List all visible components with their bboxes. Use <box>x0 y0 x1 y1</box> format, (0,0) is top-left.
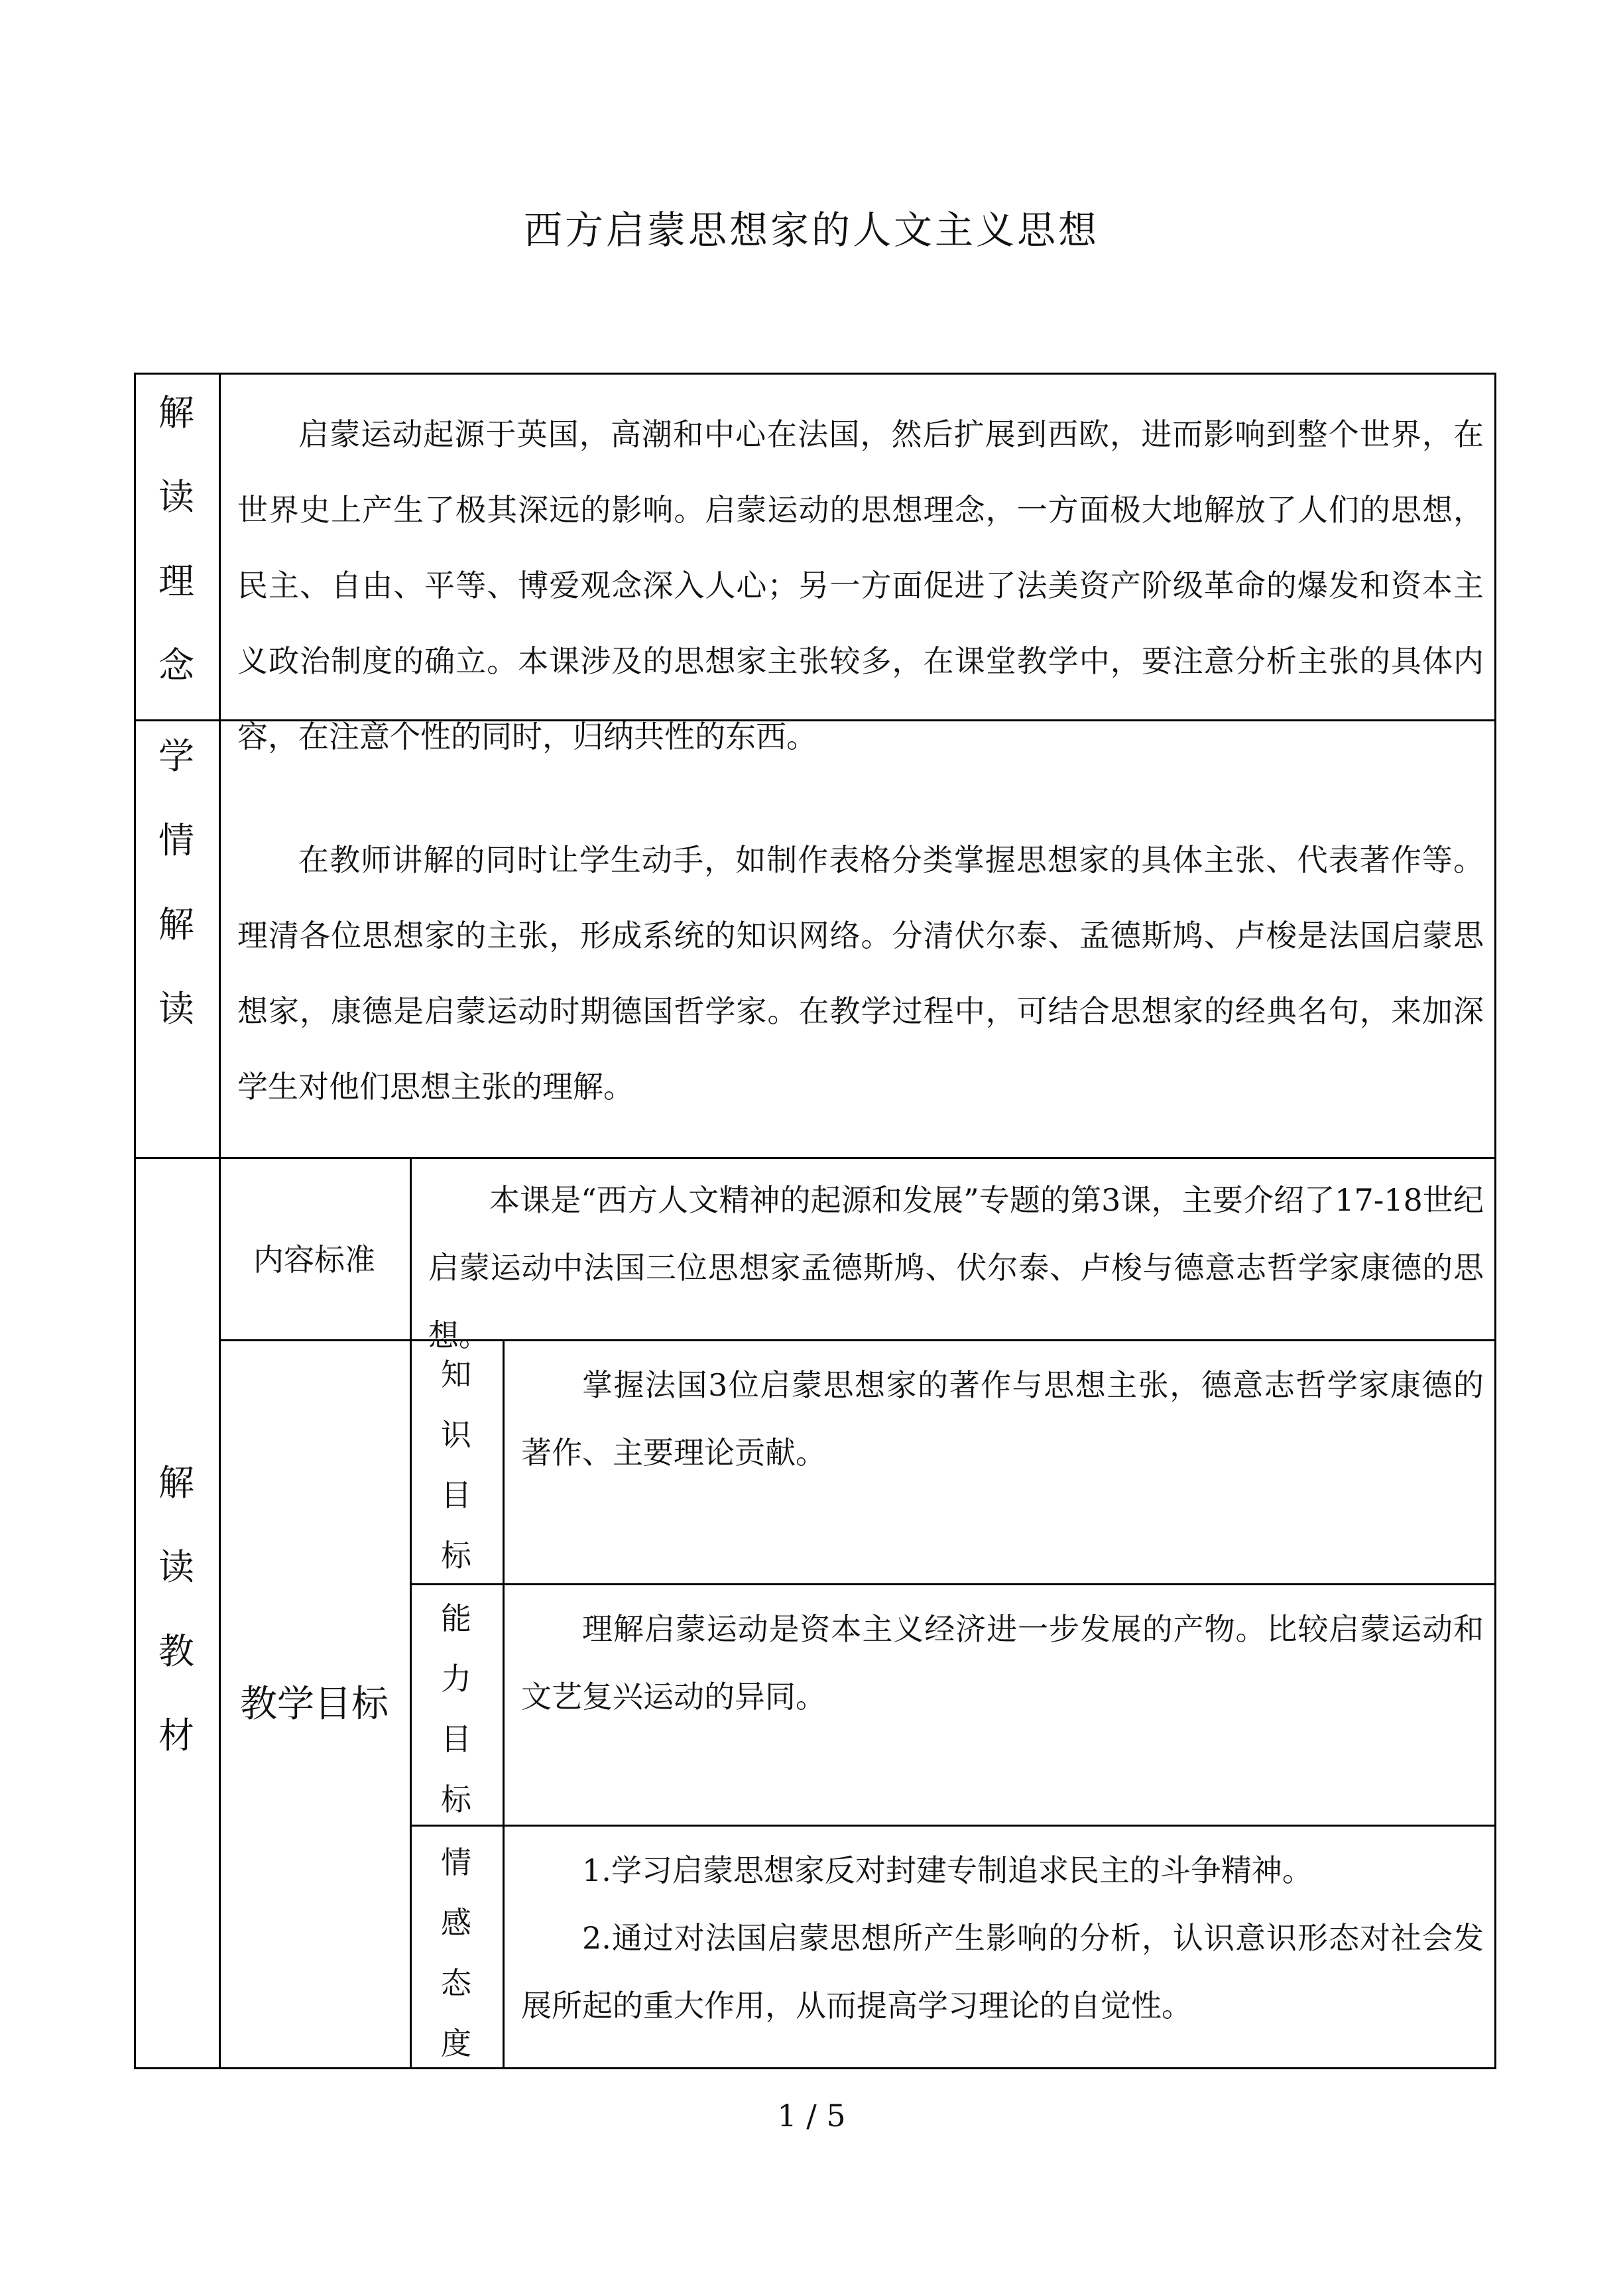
table-divider <box>410 1825 1496 1827</box>
label-char: 知 <box>441 1357 471 1392</box>
student-text: 在教师讲解的同时让学生动手，如制作表格分类掌握思想家的具体主张、代表著作等。理清各位思想家的主张，形成系统的知识网络。分清伏尔泰、孟德斯鸠、卢梭是法国启蒙思想家，康德是启蒙运动时期德国哲学家。在教学过程中，可结合思想家的经典名句，来加深学生对他们思想主张的理解。 <box>237 842 1484 1105</box>
teaching-goals-label: 教学目标 <box>240 1683 389 1726</box>
label-char: 度 <box>441 2025 471 2061</box>
table-divider <box>410 1583 1496 1585</box>
ability-goal-label <box>410 1603 503 1815</box>
label-char: 态 <box>441 1965 471 2001</box>
knowledge-goal-label <box>410 1359 503 1571</box>
concept-section-label <box>134 392 219 686</box>
label-char: 目 <box>441 1721 471 1757</box>
knowledge-goal-text: 掌握法国3位启蒙思想家的著作与思想主张，德意志哲学家康德的著作、主要理论贡献。 <box>521 1367 1484 1471</box>
table-border-right <box>1494 373 1496 2069</box>
emotion-goal-label <box>410 1844 503 2061</box>
label-char: 目 <box>441 1477 471 1513</box>
page-title: 西方启蒙思想家的人文主义思想 <box>523 208 1099 253</box>
table-divider <box>219 373 221 2069</box>
student-section-label <box>134 735 219 1030</box>
textbook-section-label <box>134 1462 219 1756</box>
content-standard-text: 本课是“西方人文精神的起源和发展”专题的第3课，主要介绍了17-18世纪启蒙运动中法国三位思想家孟德斯鸠、伏尔泰、卢梭与德意志哲学家康德的思想。 <box>428 1182 1484 1353</box>
label-char: 读 <box>158 476 194 518</box>
label-char: 读 <box>158 1546 194 1588</box>
concept-text: 启蒙运动起源于英国，高潮和中心在法国，然后扩展到西欧，进而影响到整个世界，在世界史上产生了极其深远的影响。启蒙运动的思想理念，一方面极大地解放了人们的思想，民主、自由、平等、博爱观念深入人心；另一方面促进了法美资产阶级革命的爆发和资本主义政治制度的确立。本课涉及的思想家主张较多，在课堂教学中，要注意分析主张的具体内容，在注意个性的同时，归纳共性的东西。 <box>237 416 1484 755</box>
emotion-goal-item: 2.通过对法国启蒙思想所产生影响的分析，认识意识形态对社会发展所起的重大作用，从而提高学习理论的自觉性。 <box>521 1920 1484 2024</box>
label-char: 解 <box>158 392 194 434</box>
label-char: 理 <box>158 560 194 602</box>
label-char: 识 <box>441 1417 471 1453</box>
label-char: 力 <box>441 1661 471 1697</box>
table-divider <box>503 1339 505 2069</box>
table-border-top <box>134 373 1496 375</box>
label-char: 解 <box>158 1462 194 1504</box>
table-border-bottom <box>134 2067 1496 2069</box>
label-char: 念 <box>158 644 194 686</box>
label-char: 能 <box>441 1601 471 1636</box>
page-number: 1 / 5 <box>777 2098 846 2134</box>
ability-goal-text: 理解启蒙运动是资本主义经济进一步发展的产物。比较启蒙运动和文艺复兴运动的异同。 <box>521 1611 1484 1715</box>
content-standard-label: 内容标准 <box>253 1242 375 1278</box>
table-divider <box>134 1157 1496 1159</box>
label-char: 教 <box>158 1630 194 1672</box>
label-char: 情 <box>441 1844 471 1880</box>
label-char: 读 <box>158 988 194 1030</box>
emotion-goal-item: 1.学习启蒙思想家反对封建专制追求民主的斗争精神。 <box>582 1852 1313 1888</box>
label-char: 情 <box>158 819 194 861</box>
label-char: 感 <box>441 1905 471 1941</box>
label-char: 学 <box>158 735 194 777</box>
label-char: 标 <box>441 1782 471 1817</box>
label-char: 解 <box>158 904 194 945</box>
label-char: 材 <box>158 1715 194 1756</box>
label-char: 标 <box>441 1538 471 1573</box>
